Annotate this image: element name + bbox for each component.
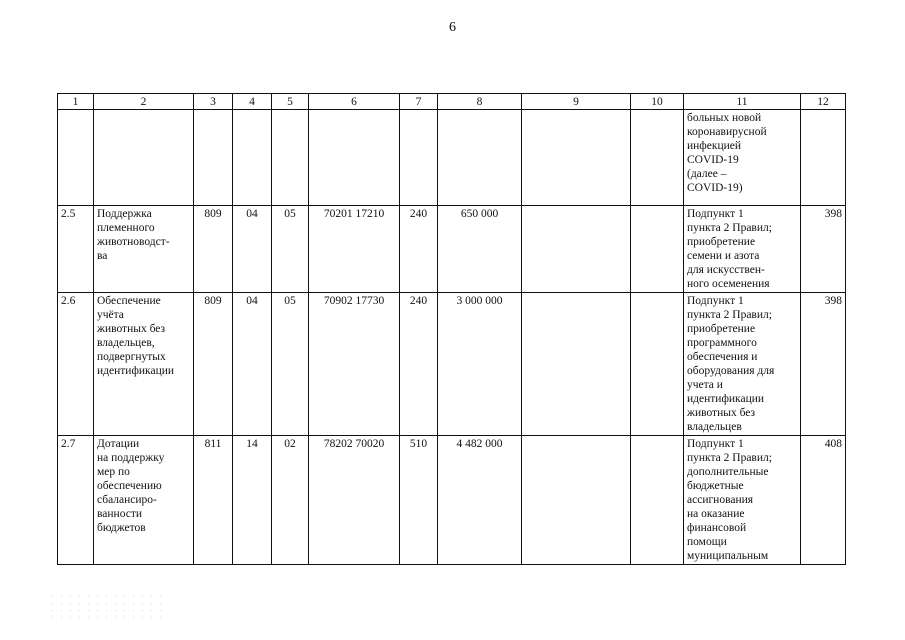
ministry-code: 811 bbox=[194, 436, 233, 565]
table-row bbox=[58, 436, 846, 565]
table-cell bbox=[631, 436, 684, 565]
column-header: 10 bbox=[631, 94, 684, 110]
amount: 4 482 000 bbox=[438, 436, 522, 565]
column-header: 4 bbox=[233, 94, 272, 110]
basis-note: Подпункт 1 пункта 2 Правил; дополнительные бюджетные ассигнования на оказание финансовой помощи муниципальным bbox=[684, 436, 801, 565]
measure-name: Дотации на поддержку мер по обеспечению сбалансиро- ванности бюджетов bbox=[94, 436, 194, 565]
section-code: 04 bbox=[233, 206, 272, 293]
subsection-code: 05 bbox=[272, 206, 309, 293]
table-cell bbox=[801, 110, 846, 206]
basis-note: Подпункт 1 пункта 2 Правил; приобретение программного обеспечения и оборудования для учета и идентификации животных без владельцев bbox=[684, 293, 801, 436]
code-12: 408 bbox=[801, 436, 846, 565]
continuation-row bbox=[58, 110, 846, 206]
column-header: 8 bbox=[438, 94, 522, 110]
column-header: 9 bbox=[522, 94, 631, 110]
target-article-code: 78202 70020 bbox=[309, 436, 400, 565]
section-code: 14 bbox=[233, 436, 272, 565]
measure-name: Поддержка племенного животноводст- ва bbox=[94, 206, 194, 293]
header-row bbox=[58, 94, 846, 110]
target-article-code: 70902 17730 bbox=[309, 293, 400, 436]
table-cell bbox=[522, 436, 631, 565]
table-cell bbox=[631, 110, 684, 206]
column-header: 5 bbox=[272, 94, 309, 110]
ministry-code: 809 bbox=[194, 293, 233, 436]
code-12: 398 bbox=[801, 293, 846, 436]
target-article-code: 70201 17210 bbox=[309, 206, 400, 293]
measure-name: Обеспечение учёта животных без владельцев, подвергнутых идентификации bbox=[94, 293, 194, 436]
code-12: 398 bbox=[801, 206, 846, 293]
budget-table bbox=[57, 93, 846, 565]
table-cell bbox=[94, 110, 194, 206]
amount: 3 000 000 bbox=[438, 293, 522, 436]
table-cell bbox=[272, 110, 309, 206]
table-row bbox=[58, 206, 846, 293]
table-cell bbox=[400, 110, 438, 206]
row-number: 2.7 bbox=[58, 436, 94, 565]
table-row bbox=[58, 293, 846, 436]
table-cell bbox=[631, 206, 684, 293]
table-cell bbox=[58, 110, 94, 206]
table-cell bbox=[631, 293, 684, 436]
ministry-code: 809 bbox=[194, 206, 233, 293]
column-header: 6 bbox=[309, 94, 400, 110]
subsection-code: 05 bbox=[272, 293, 309, 436]
section-code: 04 bbox=[233, 293, 272, 436]
expense-type-code: 510 bbox=[400, 436, 438, 565]
column-header: 12 bbox=[801, 94, 846, 110]
expense-type-code: 240 bbox=[400, 293, 438, 436]
column-header: 3 bbox=[194, 94, 233, 110]
table-cell bbox=[438, 110, 522, 206]
expense-type-code: 240 bbox=[400, 206, 438, 293]
column-header: 11 bbox=[684, 94, 801, 110]
column-header: 7 bbox=[400, 94, 438, 110]
row-number: 2.5 bbox=[58, 206, 94, 293]
page-number: 6 bbox=[449, 20, 456, 35]
table-cell bbox=[233, 110, 272, 206]
table-cell bbox=[522, 206, 631, 293]
amount: 650 000 bbox=[438, 206, 522, 293]
subsection-code: 02 bbox=[272, 436, 309, 565]
column-header: 2 bbox=[94, 94, 194, 110]
row-number: 2.6 bbox=[58, 293, 94, 436]
column-header: 1 bbox=[58, 94, 94, 110]
scan-noise bbox=[48, 593, 168, 623]
continued-note-cell: больных новой коронавирусной инфекцией COVID-19 (далее – COVID-19) bbox=[684, 110, 801, 206]
table-cell bbox=[522, 110, 631, 206]
basis-note: Подпункт 1 пункта 2 Правил; приобретение семени и азота для искусствен- ного осеменения bbox=[684, 206, 801, 293]
table-cell bbox=[194, 110, 233, 206]
table-cell bbox=[522, 293, 631, 436]
table-cell bbox=[309, 110, 400, 206]
